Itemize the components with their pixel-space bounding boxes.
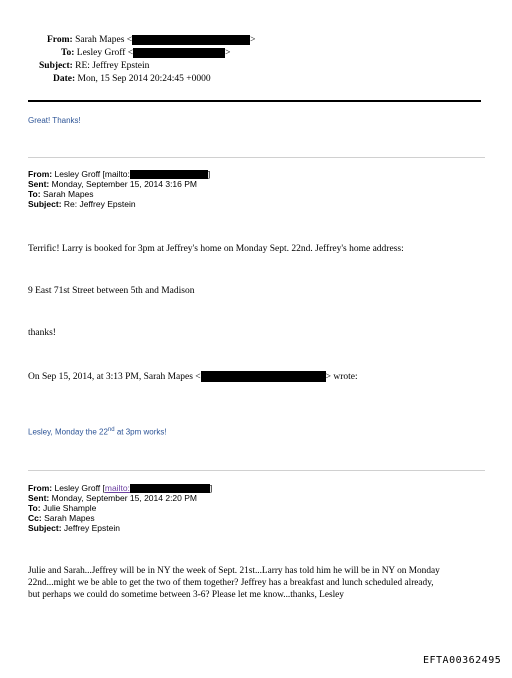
msg3-body (28, 565, 440, 601)
header-date-row (53, 73, 211, 85)
msg2-header (28, 169, 210, 209)
redaction-bar (201, 371, 326, 382)
header-divider (28, 100, 481, 102)
from-value: Sarah Mapes < (75, 35, 133, 45)
redaction-bar (133, 48, 225, 58)
date-value: Mon, 15 Sep 2014 20:24:45 +0000 (77, 74, 211, 84)
msg3-subject-row: Subject: Jeffrey Epstein (28, 523, 120, 534)
msg2-thanks: thanks! (28, 328, 56, 338)
to-label: To: (61, 48, 75, 58)
msg3-cc-row: Cc: Sarah Mapes (28, 513, 95, 524)
from-label: From: (47, 35, 73, 45)
reply-monday-works: Lesley, Monday the 22nd at 3pm works! (28, 427, 167, 437)
to-value: Lesley Groff < (76, 48, 134, 58)
redaction-bar (132, 35, 250, 45)
header-subject-row (39, 60, 149, 72)
msg3-header (28, 483, 212, 533)
msg3-body-line3: but perhaps we could do sometime between 3-6? Please let me know...thanks, Lesley (28, 590, 344, 600)
msg3-from-row: From: Lesley Groff [mailto: ] (28, 483, 213, 493)
msg2-body-line1: Terrific! Larry is booked for 3pm at Jeffrey's home on Monday Sept. 22nd. Jeffrey's home address: (28, 244, 404, 254)
msg2-address: 9 East 71st Street between 5th and Madison (28, 286, 195, 296)
mailto-link[interactable]: mailto: (104, 483, 130, 493)
msg2-from-row: From: Lesley Groff [mailto: ] (28, 169, 211, 179)
reply-great-thanks: Great! Thanks! (28, 116, 81, 125)
msg2-to-row: To: Sarah Mapes (28, 189, 94, 200)
document-id: EFTA00362495 (423, 655, 502, 666)
date-label: Date: (53, 74, 76, 84)
redaction-bar (130, 170, 208, 179)
section-divider (28, 157, 485, 158)
msg3-to-row: To: Julie Shample (28, 503, 97, 514)
subject-value: RE: Jeffrey Epstein (75, 61, 150, 71)
subject-label: Subject: (39, 61, 73, 71)
msg2-quote-line: On Sep 15, 2014, at 3:13 PM, Sarah Mapes < > wrote: (28, 372, 358, 382)
msg2-subject-row: Subject: Re: Jeffrey Epstein (28, 199, 136, 210)
header-from-row: From: Sarah Mapes < > (47, 35, 256, 45)
msg2-sent-row: Sent: Monday, September 15, 2014 3:16 PM (28, 179, 198, 190)
section-divider (28, 470, 485, 471)
header-to-row: To: Lesley Groff < > (61, 48, 231, 58)
msg3-sent-row: Sent: Monday, September 15, 2014 2:20 PM (28, 493, 198, 504)
redaction-bar (130, 484, 210, 493)
msg3-body-line2: 22nd...might we be able to get the two of them together? Jeffrey has a breakfast and lunch scheduled already, (28, 578, 434, 588)
msg3-body-line1: Julie and Sarah...Jeffrey will be in NY the week of Sept. 21st...Larry has told him he will be in NY on Monday (28, 566, 440, 576)
